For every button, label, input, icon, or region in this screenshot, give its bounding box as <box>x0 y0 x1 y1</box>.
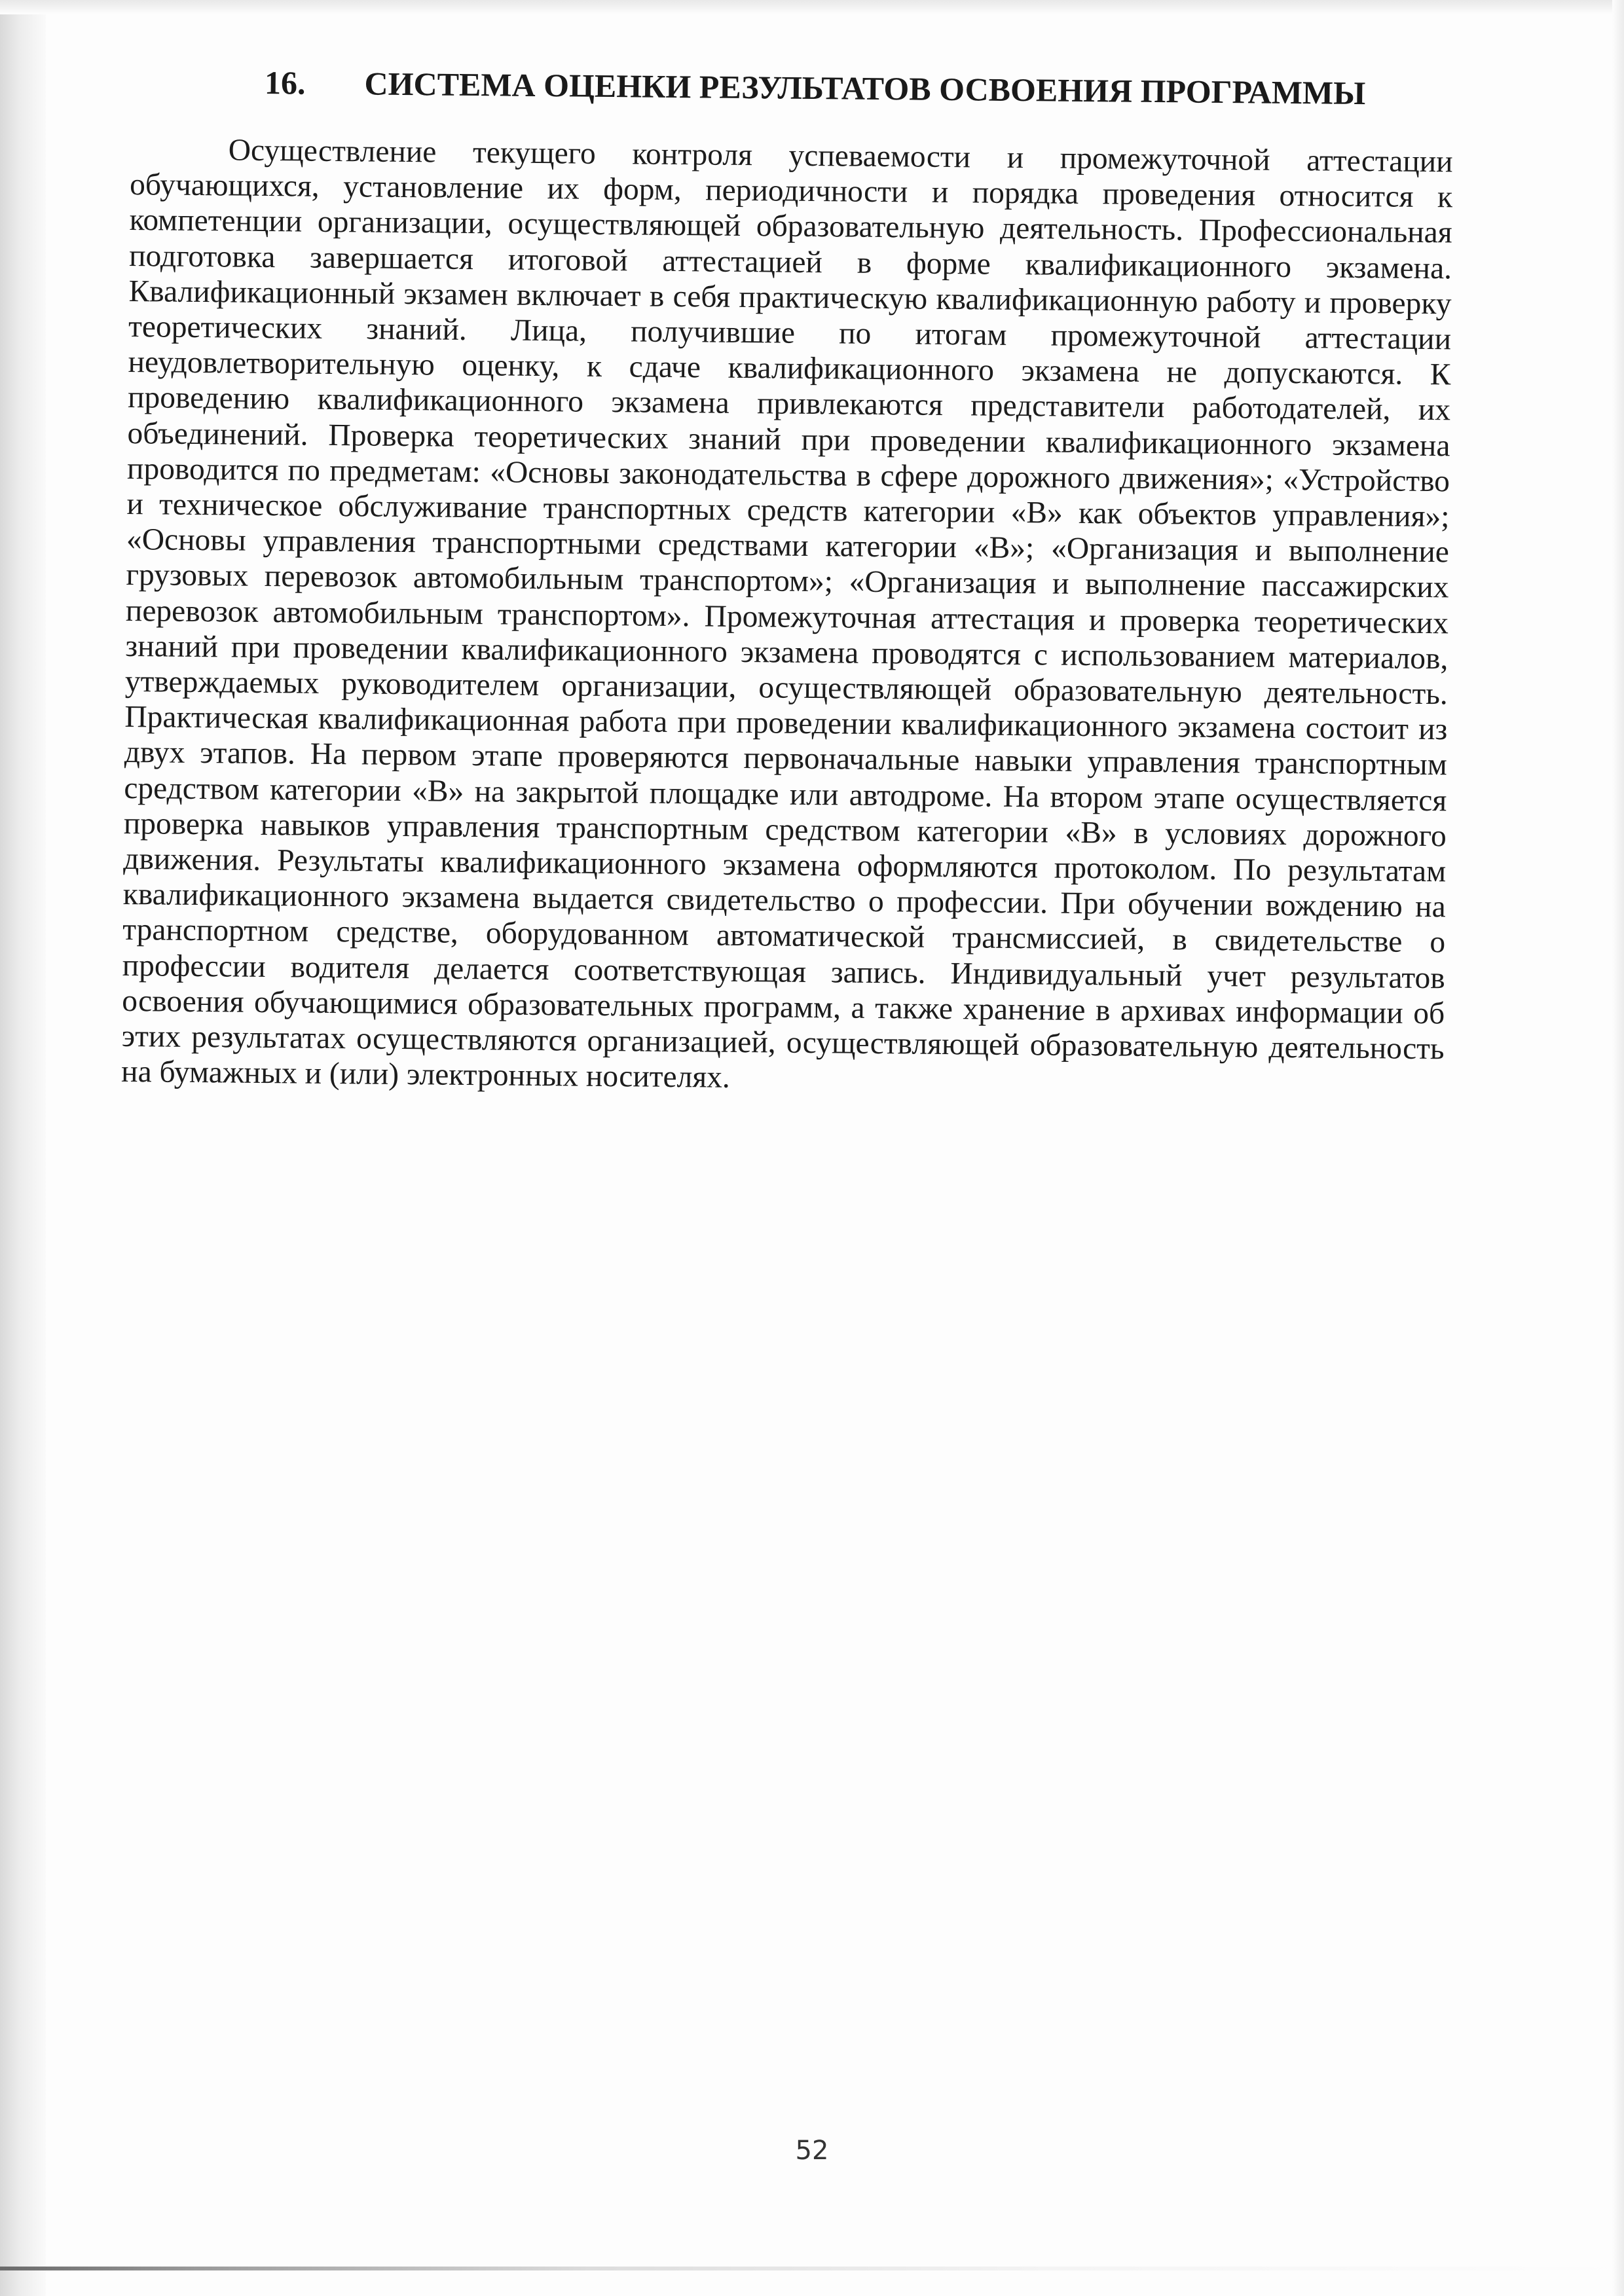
scan-shadow-left <box>0 0 46 2296</box>
scan-shadow-right <box>1612 0 1624 2296</box>
body-paragraph: Осуществление текущего контроля успеваемости и промежуточной аттестации обучающихся, установление их форм, периодичности и порядка проведения относится к компетенции организации, осуществляющей образовательную деятельность. Профессиональная подготовка завершается итоговой аттестацией в форме квалификационного экзамена. Квалификационный экзамен включает в себя практическую квалификационную работу и проверку теоретических знаний. Лица, получившие по итогам промежуточной аттестации неудовлетворительную оценку, к сдаче квалификационного экзамена не допускаются. К проведению квалификационного экзамена привлекаются представители работодателей, их объединений. Проверка теоретических знаний при проведении квалификационного экзамена проводится по предметам: «Основы законодательства в сфере дорожного движения»; «Устройство и техническое обслуживание транспортных средств категории «В» как объектов управления»; «Основы управления транспортными средствами категории «В»; «Организация и выполнение грузовых перевозок автомобильным транспортом»; «Организация и выполнение пассажирских перевозок автомобильным транспортом». Промежуточная аттестация и проверка теоретических знаний при проведении квалификационного экзамена проводятся с использованием материалов, утверждаемых руководителем организации, осуществляющей образовательную деятельность. Практическая квалификационная работа при проведении квалификационного экзамена состоит из двух этапов. На первом этапе проверяются первоначальные навыки управления транспортным средством категории «В» на закрытой площадке или автодроме. На втором этапе осуществляется проверка навыков управления транспортным средством категории «В» в условиях дорожного движения. Результаты квалификационного экзамена оформляются протоколом. По результатам квалификационного экзамена выдается свидетельство о профессии. При обучении вождению на транспортном средстве, оборудованном автоматической трансмиссией, в свидетельстве о профессии водителя делается соответствующая запись. Индивидуальный учет результатов освоения обучающимися образовательных программ, а также хранение в архивах информации об этих результатах осуществляются организацией, осуществляющей образовательную деятельность на бумажных и (или) электронных носителях. <box>120 133 1453 1095</box>
section-number: 16. <box>264 64 306 101</box>
section-title: СИСТЕМА ОЦЕНКИ РЕЗУЛЬТАТОВ ОСВОЕНИЯ ПРОГРАММЫ <box>364 65 1366 112</box>
section-heading <box>130 62 1453 113</box>
page-content <box>121 62 1454 1102</box>
scan-shadow-top <box>0 0 1624 14</box>
scan-artifact-line <box>0 2267 1624 2270</box>
page-number: 52 <box>795 2136 829 2166</box>
